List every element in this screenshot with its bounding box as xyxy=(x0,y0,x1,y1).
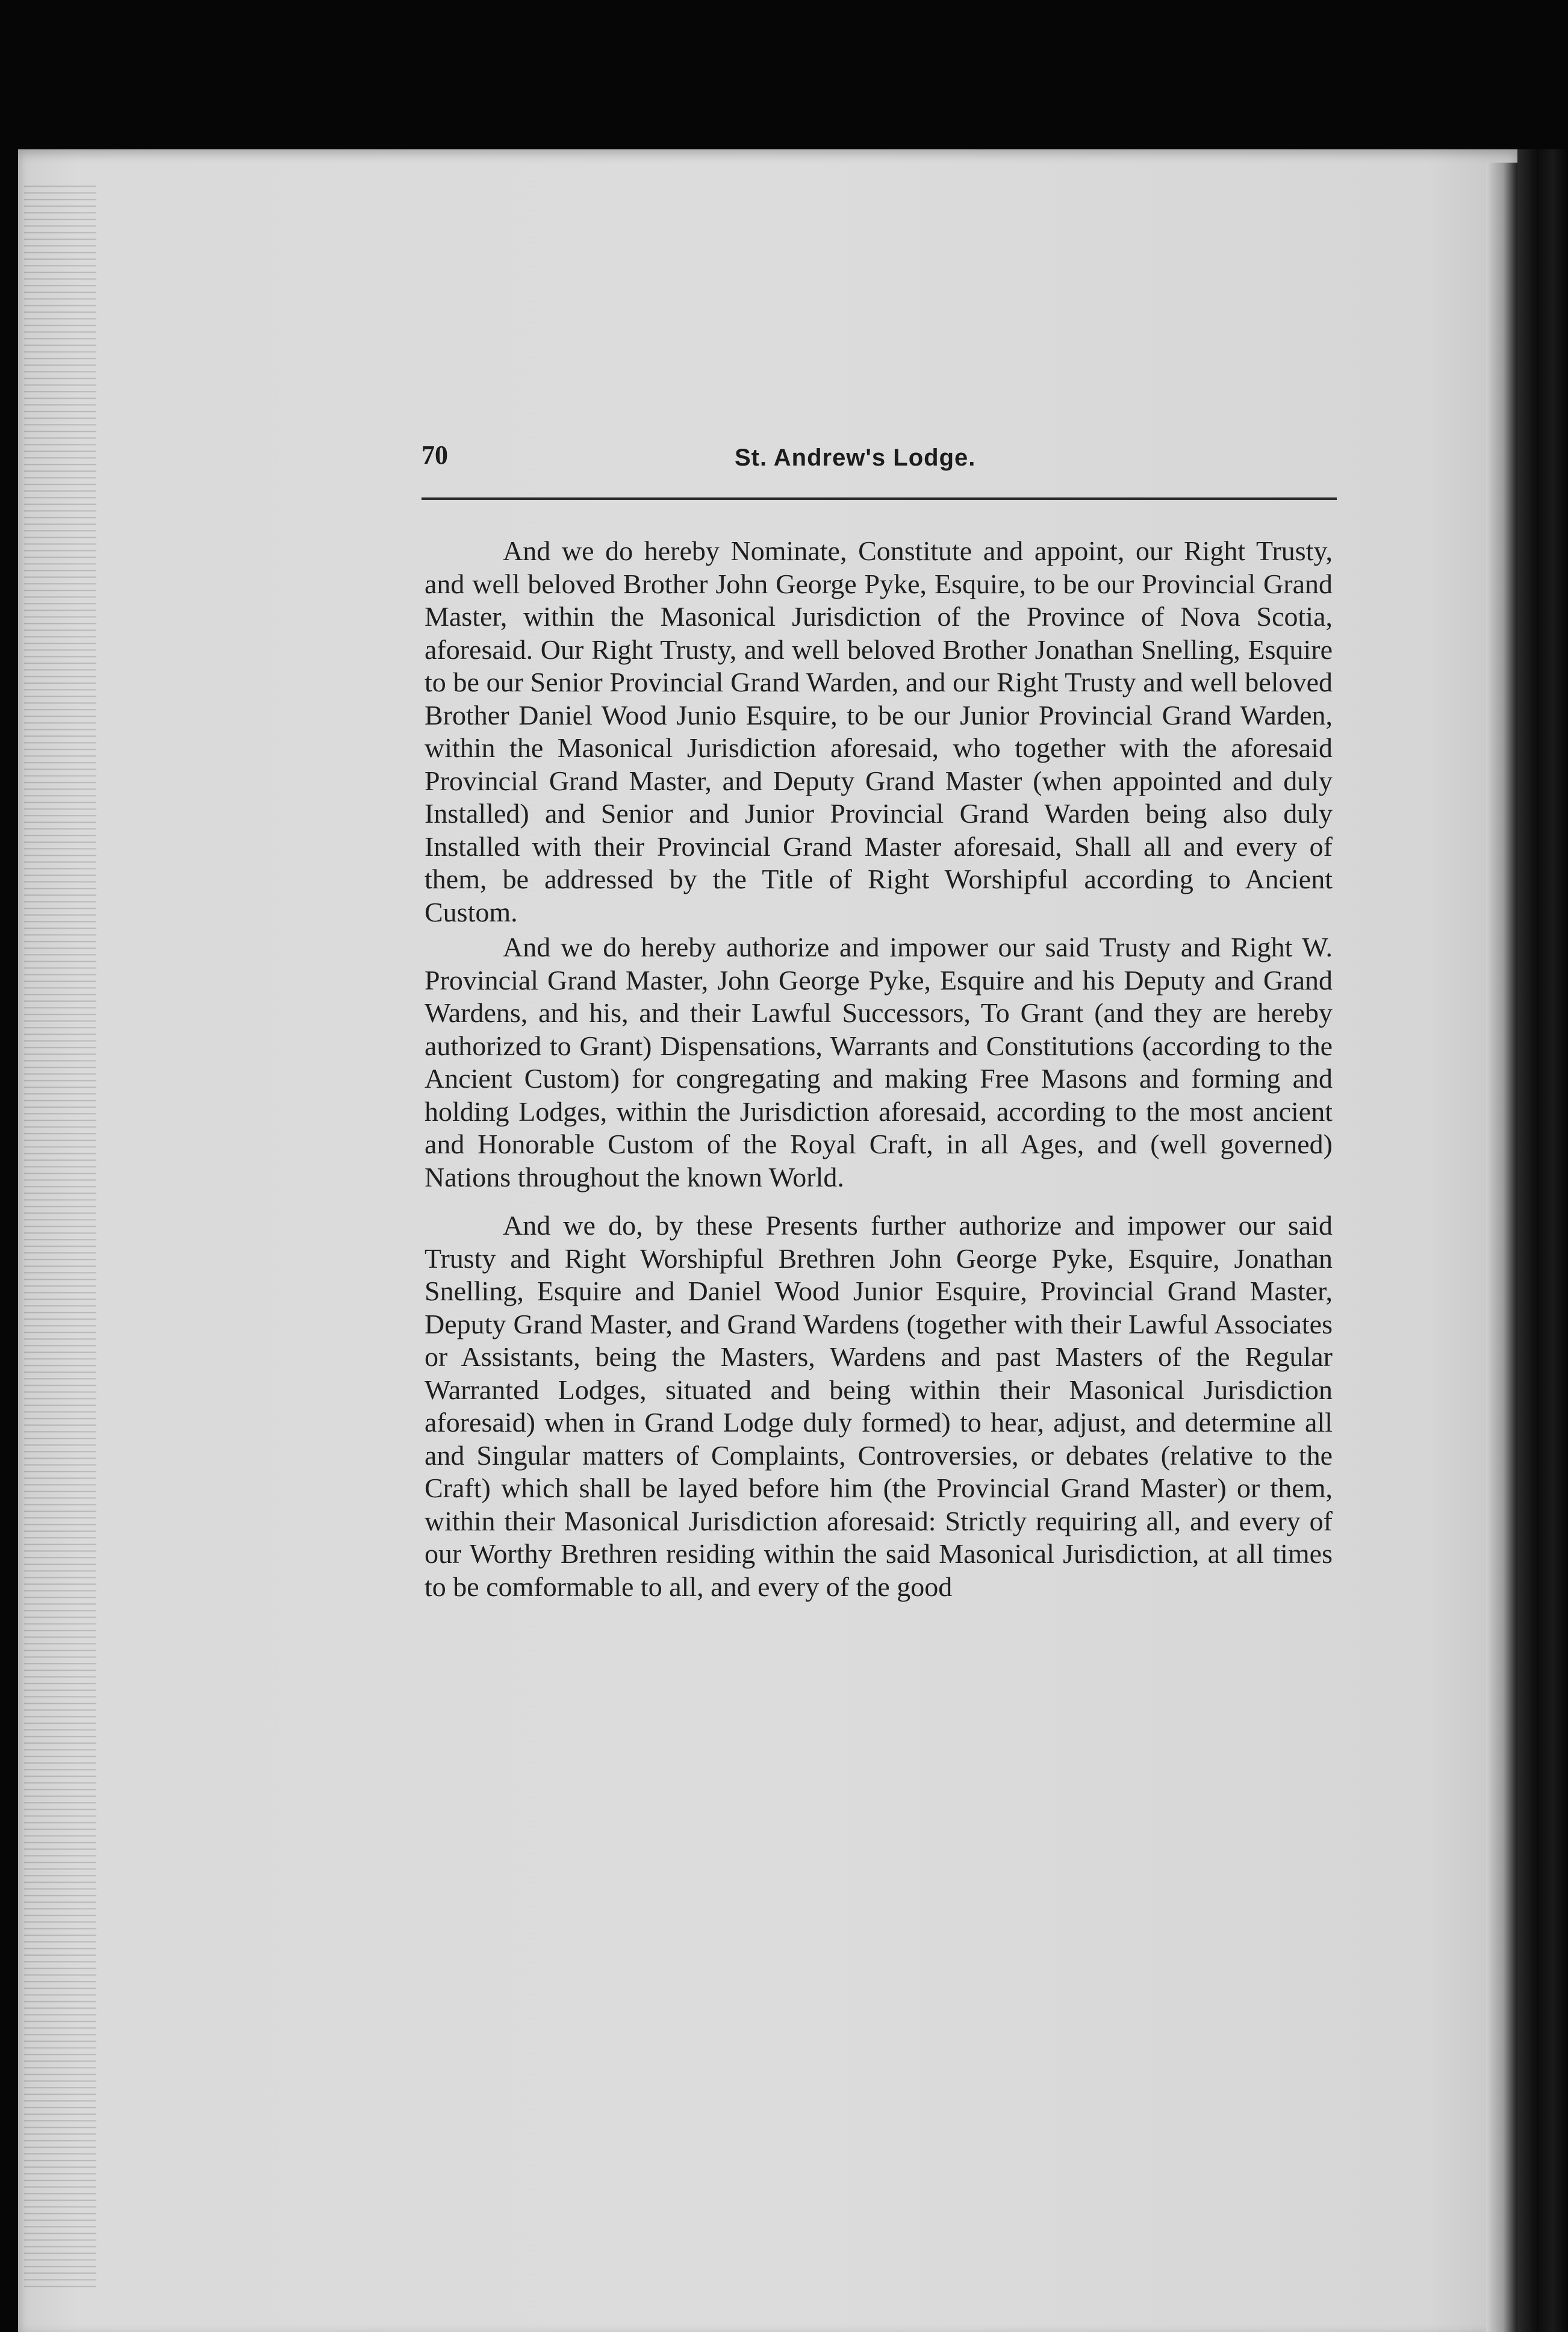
page-header xyxy=(422,440,1337,500)
page-edges xyxy=(24,181,96,2289)
running-head: St. Andrew's Lodge. xyxy=(735,444,976,471)
body-text xyxy=(425,535,1333,1603)
paragraph-2: And we do hereby authorize and impower our said Trusty and Right W. Provincial Grand Master, John George Pyke, Esquire and his Deputy and Grand Wardens, and his, and their Lawful Successors, To Grant (and they are hereby authorized to Grant) Dispensations, Warrants and Constitutions (according to the Ancient Custom) for congregating and making Free Masons and forming and holding Lodges, within the Jurisdiction aforesaid, according to the most ancient and Honorable Custom of the Royal Craft, in all Ages, and (well governed) Nations throughout the known World. xyxy=(425,932,1333,1192)
page-number: 70 xyxy=(422,440,448,470)
book-binding xyxy=(1517,149,1568,2332)
header-rule xyxy=(422,497,1337,500)
paragraph-3: And we do, by these Presents further authorize and impower our said Trusty and Right Worshipful Brethren John George Pyke, Esquire, Jonathan Snelling, Esquire and Daniel Wood Junior Esquire, Provincial Grand Master, Deputy Grand Master, and Grand Wardens (together with their Lawful Associates or Assistants, being the Masters, Wardens and past Masters of the Regular Warranted Lodges, situated and being within their Masonical Jurisdiction aforesaid) when in Grand Lodge duly formed) to hear, adjust, and determine all and Singular matters of Complaints, Controversies, or debates (relative to the Craft) which shall be layed before him (the Provincial Grand Master) or them, within their Masonical Jurisdiction aforesaid: Strictly requiring all, and every of our Worthy Brethren residing within the said Masonical Jurisdiction, at all times to be comformable to all, and every of the good xyxy=(425,1210,1333,1602)
paragraph-1: And we do hereby Nominate, Constitute and appoint, our Right Trusty, and well beloved Brother John George Pyke, Esquire, to be our Provincial Grand Master, within the Masonical Jurisdiction of the Province of Nova Scotia, aforesaid. Our Right Trusty, and well beloved Brother Jonathan Snelling, Esquire to be our Senior Provincial Grand Warden, and our Right Trusty and well beloved Brother Daniel Wood Junio Esquire, to be our Junior Provincial Grand Warden, within the Masonical Jurisdiction aforesaid, who together with the aforesaid Provincial Grand Master, and Deputy Grand Master (when appointed and duly Installed) and Senior and Junior Provincial Grand Warden being also duly Installed with their Provincial Grand Master aforesaid, Shall all and every of them, be addressed by the Title of Right Worshipful according to Ancient Custom. xyxy=(425,535,1333,928)
page-gutter-shadow xyxy=(1486,163,1517,2332)
